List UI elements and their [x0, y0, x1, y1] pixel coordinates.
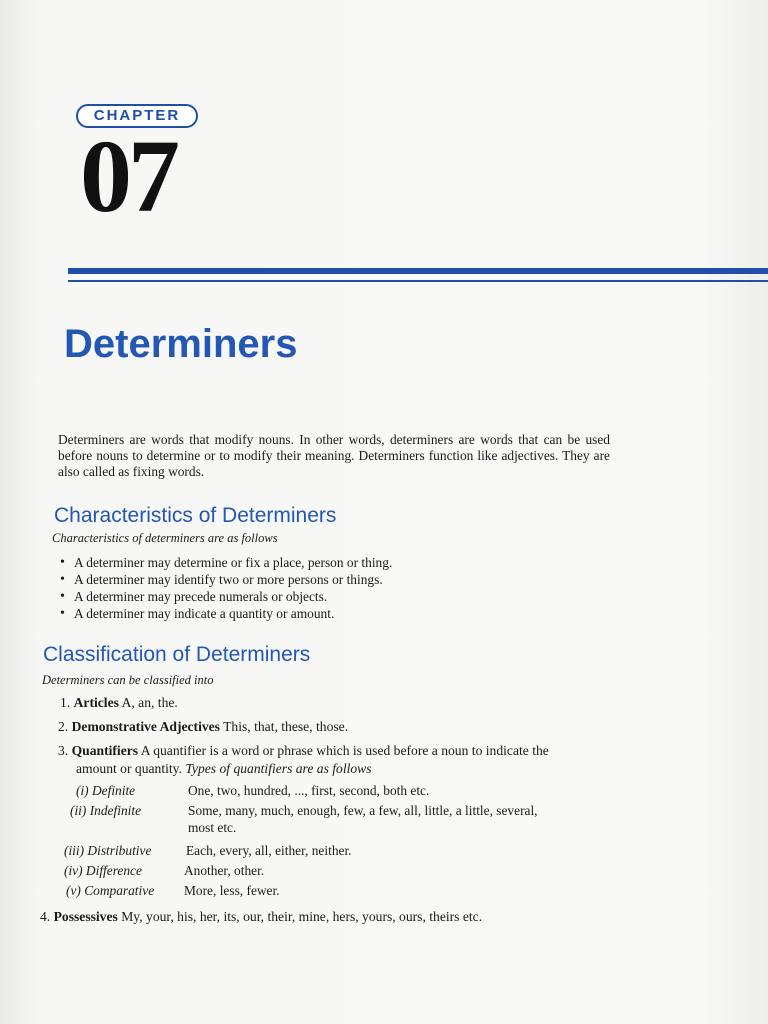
item-text: amount or quantity. — [76, 761, 182, 776]
class-item-possessives — [40, 908, 482, 925]
characteristics-heading: Characteristics of Determiners — [54, 504, 337, 527]
classification-heading: Classification of Determiners — [43, 643, 311, 666]
type-value: Some, many, much, enough, few, a few, all, little, a little, several, — [188, 803, 538, 818]
class-item-quantifiers — [58, 742, 618, 759]
item-text: This, that, these, those. — [223, 719, 349, 734]
type-value: One, two, hundred, ..., first, second, both etc. — [188, 783, 430, 798]
type-label: (iii) Distributive — [64, 843, 152, 858]
type-value: More, less, fewer. — [184, 883, 280, 898]
classification-lead: Determiners can be classified into — [42, 673, 214, 687]
quantifiers-line2 — [76, 760, 372, 777]
divider-thin — [68, 280, 768, 282]
type-value-cont: most etc. — [188, 820, 237, 835]
list-item: • A determiner may indicate a quantity or amount. — [60, 605, 392, 622]
item-text: A, an, the. — [121, 695, 178, 710]
characteristics-list — [60, 554, 392, 622]
type-label: (iv) Difference — [64, 863, 142, 878]
item-term: Articles — [73, 695, 119, 710]
type-label: (ii) Indefinite — [70, 803, 142, 818]
list-item: • A determiner may precede numerals or objects. — [60, 588, 392, 605]
characteristics-lead: Characteristics of determiners are as follows — [52, 531, 278, 545]
item-term: Demonstrative Adjectives — [71, 719, 220, 734]
item-text: A quantifier is a word or phrase which is used before a noun to indicate the — [140, 743, 549, 758]
divider-thick — [68, 268, 768, 274]
class-item-demonstrative — [58, 718, 348, 735]
intro-paragraph: Determiners are words that modify nouns. In other words, determiners are words that can be used before nouns to determine or to modify their meaning. Determiners function like adjectives. They are also called as fixing words. — [58, 432, 610, 479]
quantifiers-types-lead: Types of quantifiers are as follows — [185, 761, 372, 776]
list-item: • A determiner may identify two or more persons or things. — [60, 571, 392, 588]
chapter-badge: CHAPTER — [76, 104, 198, 128]
item-number: 3. — [58, 743, 69, 758]
page-title: Determiners — [64, 322, 298, 366]
type-value: Another, other. — [184, 863, 265, 878]
class-item-articles — [60, 694, 178, 711]
type-label: (i) Definite — [76, 783, 136, 798]
item-number: 2. — [58, 719, 69, 734]
item-term: Possessives — [53, 909, 118, 924]
chapter-number: 07 — [80, 119, 176, 234]
item-term: Quantifiers — [71, 743, 139, 758]
type-value: Each, every, all, either, neither. — [186, 843, 352, 858]
list-item: • A determiner may determine or fix a place, person or thing. — [60, 554, 392, 571]
item-number: 1. — [60, 695, 71, 710]
item-text: My, your, his, her, its, our, their, mine, hers, yours, ours, theirs etc. — [121, 909, 483, 924]
type-label: (v) Comparative — [66, 883, 155, 898]
item-number: 4. — [40, 909, 51, 924]
